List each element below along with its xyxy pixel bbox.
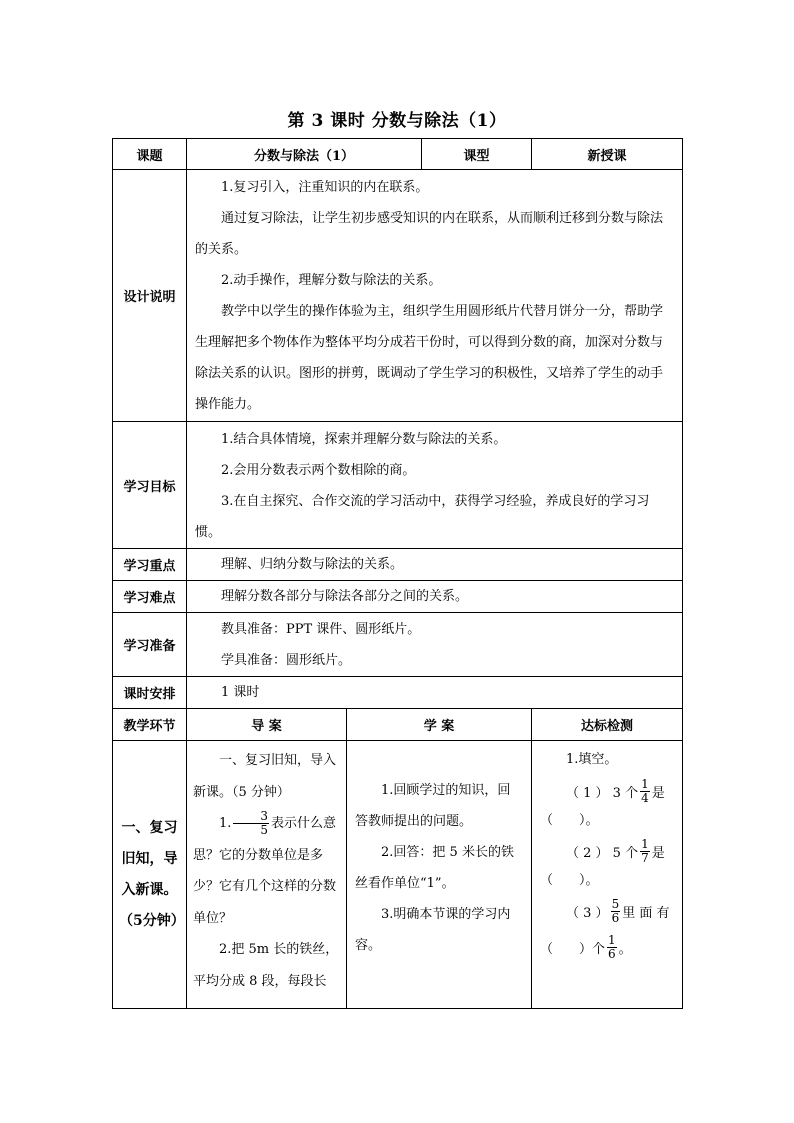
schedule-cell	[187, 677, 683, 709]
goal-item: 2.会用分数表示两个数相除的商。	[221, 463, 416, 478]
difficulty-text: 理解分数各部分与除法各部分之间的关系。	[221, 589, 469, 604]
key-point-text: 理解、归纳分数与除法的关系。	[221, 557, 404, 572]
section1-label-line: （5分钟）	[119, 912, 185, 929]
goals-label: 学习目标	[113, 422, 187, 549]
frac-num: 3	[233, 810, 269, 824]
check-item-1-a: （ 1 ） 3 个	[566, 785, 639, 801]
section-header-link: 教学环节	[113, 709, 187, 741]
section1-label-line: 一、复习	[121, 819, 178, 836]
preparation-cell	[187, 613, 683, 677]
type-label: 课型	[422, 139, 532, 170]
student-prep: 学具准备：圆形纸片。	[221, 652, 352, 668]
check-item-3-b: 里 面 有	[622, 905, 670, 921]
q1-text: 表示什么意思？它的分数单位是多少？它有几个这样的分数单位？	[193, 816, 337, 926]
key-point-cell	[187, 549, 683, 581]
check-item-3-line2	[540, 929, 676, 965]
lesson-plan-table	[112, 138, 683, 1009]
section1-label-line: 旧知，导	[121, 850, 178, 867]
section-header-row	[113, 709, 683, 741]
schedule-row	[113, 677, 683, 709]
check-item-3-d: 。	[618, 941, 632, 957]
section1-label-line: 入新课。	[121, 881, 178, 898]
topic-value: 分数与除法（1）	[187, 139, 422, 170]
preparation-label: 学习准备	[113, 613, 187, 677]
check-item-3-a: （ 3 ）	[566, 905, 609, 921]
fraction-5-6	[611, 898, 621, 925]
section1-check	[532, 741, 683, 1009]
study-item: 3.明确本节课的学习内容。	[355, 907, 511, 953]
section1-label	[113, 741, 187, 1009]
difficulty-cell	[187, 581, 683, 613]
goal-item: 3.在自主探究、合作交流的学习活动中，获得学习经验，养成良好的学习习惯。	[195, 494, 650, 540]
check-item-2-blank: （ ）。	[540, 873, 599, 888]
section-header-check: 达标检测	[532, 709, 683, 741]
frac-den: 6	[611, 910, 620, 925]
study-item: 1.回顾学过的知识，回答教师提出的问题。	[355, 783, 511, 829]
frac-den: 7	[641, 850, 649, 865]
goal-item: 1.结合具体情境，探索并理解分数与除法的关系。	[221, 432, 507, 447]
study-item: 2.回答：把 5 米长的铁丝看作单位“1”。	[355, 845, 514, 891]
frac-num: 5	[611, 896, 620, 911]
section-header-guide: 导 案	[187, 709, 347, 741]
section1-study	[347, 741, 532, 1009]
page-title: 第 3 课时 分数与除法（1）	[287, 111, 507, 131]
check-title: 1.填空。	[566, 752, 618, 767]
teacher-prep: 教具准备：PPT 课件、圆形纸片。	[221, 621, 421, 637]
check-item-2-a: （ 2 ） 5 个	[566, 845, 639, 861]
frac-num: 1	[608, 932, 616, 947]
check-item-1	[540, 773, 676, 809]
schedule-text: 1 课时	[221, 685, 260, 700]
check-item-3-c: （ ）个	[540, 941, 606, 957]
check-item-1-b: 是	[651, 785, 665, 801]
fraction-1-4	[640, 778, 650, 805]
design-paragraph: 教学中以学生的操作体验为主，组织学生用圆形纸片代替月饼分一分，帮助学生理解把多个物体作为整体平均分成若干份时，可以得到分数的商，加深对分数与除法关系的认识。图形的拼剪，既调动了学生学习的积极性，又培养了学生的动手操作能力。	[195, 304, 664, 412]
topic-label: 课题	[113, 139, 187, 170]
difficulty-row	[113, 581, 683, 613]
frac-den: 5	[260, 823, 269, 837]
preparation-row	[113, 613, 683, 677]
design-paragraph: 1.复习引入，注重知识的内在联系。	[221, 180, 429, 195]
key-point-row	[113, 549, 683, 581]
section-header-study: 学 案	[347, 709, 532, 741]
key-point-label: 学习重点	[113, 549, 187, 581]
fraction-3-5	[233, 810, 269, 837]
check-item-2-b: 是	[651, 845, 665, 861]
frac-den: 4	[641, 790, 649, 805]
check-item-1-blank: （ ）。	[540, 813, 599, 828]
design-row	[113, 170, 683, 422]
guide-intro: 一、复习旧知，导入新课。（5 分钟）	[193, 753, 337, 800]
type-value: 新授课	[532, 139, 683, 170]
check-item-3	[540, 893, 676, 929]
guide-question-2: 2.把 5m 长的铁丝，平均分成 8 段，每段长	[193, 942, 339, 989]
fraction-1-7	[640, 838, 650, 865]
schedule-label: 课时安排	[113, 677, 187, 709]
frac-den: 6	[608, 946, 616, 961]
frac-num: 1	[641, 776, 649, 791]
design-paragraph: 通过复习除法，让学生初步感受知识的内在联系，从而顺利迁移到分数与除法的关系。	[195, 211, 664, 257]
guide-question-1	[193, 808, 340, 934]
difficulty-label: 学习难点	[113, 581, 187, 613]
fraction-1-6	[607, 934, 617, 961]
check-item-2	[540, 833, 676, 869]
section1-row	[113, 741, 683, 1009]
frac-num: 1	[641, 836, 649, 851]
section1-guide	[187, 741, 347, 1009]
goals-row	[113, 422, 683, 549]
goals-content	[187, 422, 683, 549]
topic-row	[113, 139, 683, 170]
design-content	[187, 170, 683, 422]
design-label: 设计说明	[113, 170, 187, 422]
q1-prefix: 1.	[219, 816, 232, 831]
design-paragraph: 2.动手操作，理解分数与除法的关系。	[221, 273, 442, 288]
